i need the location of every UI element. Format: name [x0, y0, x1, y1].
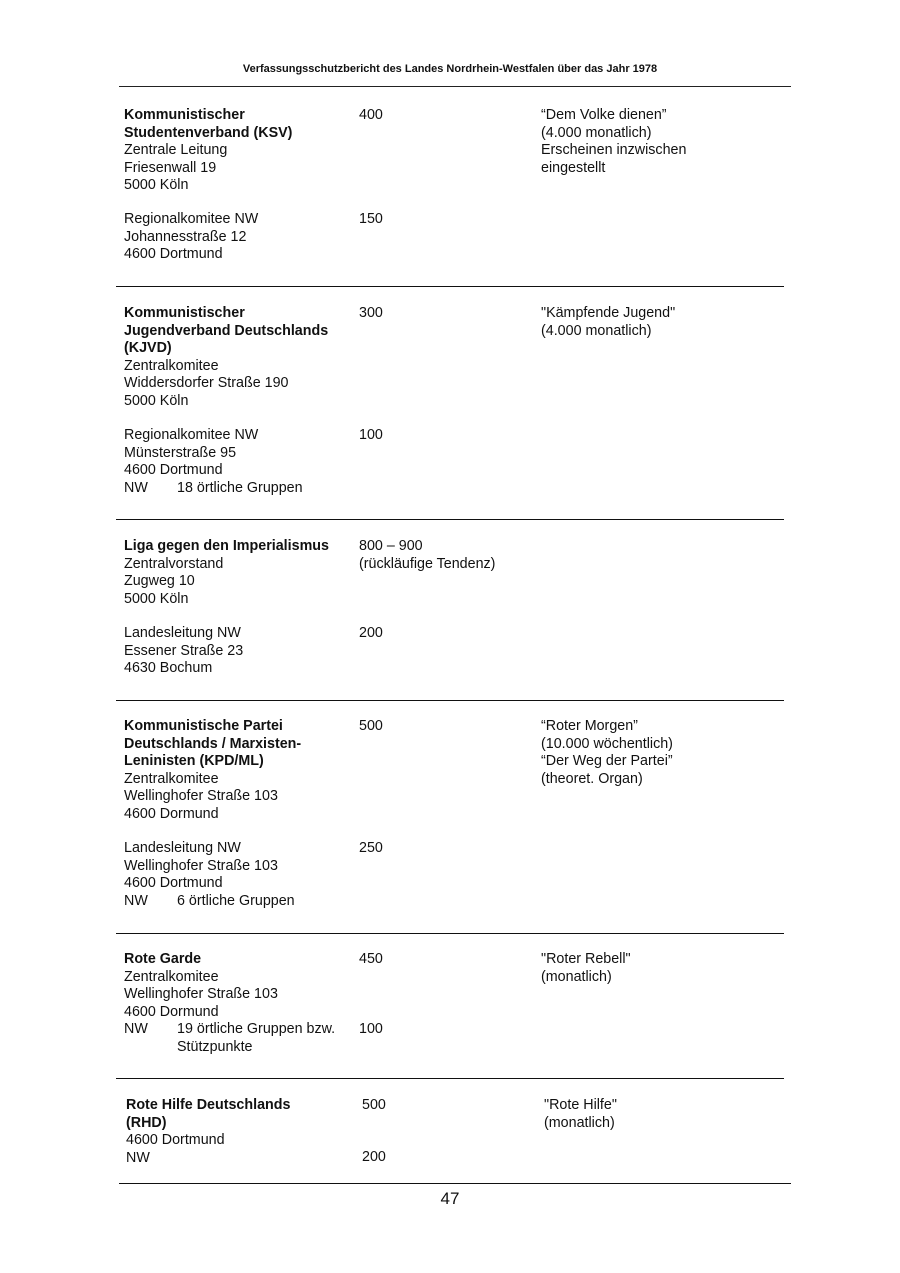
member-count: 500	[362, 1097, 386, 1113]
nw-label: NW	[124, 479, 148, 496]
local-groups-count: 18 örtliche Gruppen	[177, 479, 303, 496]
regional-address-line: Regionalkomitee NW	[124, 427, 259, 443]
publication-line: (theoret. Organ)	[541, 770, 643, 787]
org-name-line: Kommunistischer	[124, 305, 245, 321]
regional-block	[124, 840, 295, 910]
publication-line: eingestellt	[541, 159, 606, 176]
regional-address-line: 4600 Dortmund	[124, 875, 223, 891]
org-name-line: Deutschlands / Marxisten-	[124, 735, 302, 752]
org-name-line: Jugendverband Deutschlands	[124, 322, 329, 339]
org-address-line: 4600 Dormund	[124, 805, 219, 822]
org-name-line: (KJVD)	[124, 340, 172, 356]
regional-member-count: 200	[359, 625, 383, 641]
org-block-kpdml	[124, 718, 301, 823]
member-trend-line: (rückläufige Tendenz)	[359, 555, 496, 572]
section-divider	[116, 933, 784, 934]
nw-label: NW	[124, 1021, 148, 1037]
publication-line: Erscheinen inzwischen	[541, 142, 687, 158]
local-groups-row	[124, 479, 303, 498]
publication-block	[541, 305, 675, 340]
regional-address-line: Wellinghofer Straße 103	[124, 857, 278, 874]
regional-member-count: 250	[359, 840, 383, 856]
member-count: 400	[359, 107, 383, 123]
publication-line: "Roter Rebell"	[541, 951, 631, 967]
member-count: 450	[359, 951, 383, 967]
org-name-line: Liga gegen den Imperialismus	[124, 538, 329, 554]
nw-label: NW	[124, 892, 148, 909]
org-block-ksv	[124, 107, 292, 195]
org-address-line: Zentralkomitee	[124, 357, 219, 374]
org-name-line: (RHD)	[126, 1114, 167, 1131]
publication-line: (10.000 wöchentlich)	[541, 735, 673, 752]
regional-address-line: Landesleitung NW	[124, 840, 241, 856]
regional-address-line: Münsterstraße 95	[124, 444, 237, 461]
org-address-line: 5000 Köln	[124, 590, 189, 607]
publication-line: "Kämpfende Jugend"	[541, 305, 676, 321]
org-block-rhd	[126, 1097, 290, 1167]
org-address-line: Zentralkomitee	[124, 770, 219, 787]
regional-member-count: 100	[359, 427, 383, 443]
local-groups-row	[124, 1021, 336, 1039]
regional-address-line: Regionalkomitee NW	[124, 211, 259, 227]
publication-block	[541, 718, 673, 788]
section-divider	[116, 286, 784, 287]
publication-line: (4.000 monatlich)	[541, 322, 652, 339]
org-block-rote-garde	[124, 951, 336, 1056]
org-address-line: 4600 Dormund	[124, 1003, 219, 1020]
regional-member-count: 150	[359, 211, 383, 227]
page-number: 47	[440, 1189, 460, 1208]
org-address-line: Zugweg 10	[124, 573, 195, 589]
section-divider	[116, 1078, 784, 1079]
local-groups-count: 6 örtliche Gruppen	[177, 892, 295, 909]
section-divider	[116, 519, 784, 520]
org-address-line: Wellinghofer Straße 103	[124, 788, 278, 804]
local-groups-continued: Stützpunkte	[177, 1038, 253, 1055]
org-address-line: 5000 Köln	[124, 177, 189, 193]
local-groups-count: 19 örtliche Gruppen bzw.	[177, 1021, 336, 1037]
org-name-line: Rote Garde	[124, 951, 202, 967]
org-name-line: Rote Hilfe Deutschlands	[126, 1097, 291, 1113]
regional-address-line: Johannesstraße 12	[124, 228, 247, 245]
member-count: 300	[359, 305, 383, 321]
org-address-line: Widdersdorfer Straße 190	[124, 375, 289, 391]
regional-block	[124, 427, 303, 497]
org-address-line: Zentrale Leitung	[124, 142, 228, 158]
org-block-kjvd	[124, 305, 328, 410]
local-groups-row	[124, 892, 295, 911]
publication-line: “Roter Morgen”	[541, 718, 638, 734]
member-count-line: 800 – 900	[359, 538, 423, 554]
regional-address-line: 4630 Bochum	[124, 660, 213, 676]
publication-line: (4.000 monatlich)	[541, 124, 652, 141]
org-name-line: Leninisten (KPD/ML)	[124, 753, 264, 769]
org-address-line: Wellinghofer Straße 103	[124, 986, 278, 1002]
publication-line: “Dem Volke dienen”	[541, 107, 667, 123]
regional-address-line: 4600 Dortmund	[124, 246, 223, 262]
publication-line: "Rote Hilfe"	[544, 1097, 617, 1113]
org-address-line: 4600 Dortmund	[126, 1132, 225, 1148]
section-divider	[116, 700, 784, 701]
regional-block	[124, 625, 243, 678]
org-address-line: 5000 Köln	[124, 392, 189, 409]
publication-block	[541, 951, 631, 986]
document-header-title: Verfassungsschutzbericht des Landes Nordrhein-Westfalen über das Jahr 1978	[242, 63, 658, 75]
publication-block	[541, 107, 686, 177]
header-rule	[119, 86, 791, 87]
publication-line: “Der Weg der Partei”	[541, 753, 673, 769]
publication-line: (monatlich)	[541, 968, 612, 985]
publication-line: (monatlich)	[544, 1114, 615, 1131]
member-count: 500	[359, 718, 383, 734]
regional-member-count: 200	[362, 1149, 386, 1165]
member-count-block	[359, 538, 495, 573]
org-name-line: Studentenverband (KSV)	[124, 124, 293, 141]
org-address-line: Friesenwall 19	[124, 159, 217, 176]
org-name-line: Kommunistische Partei	[124, 718, 283, 734]
regional-member-count: 100	[359, 1021, 383, 1037]
org-block-liga	[124, 538, 329, 608]
regional-address-line: Landesleitung NW	[124, 625, 241, 641]
org-address-line: Zentralkomitee	[124, 968, 219, 985]
regional-address-line: Essener Straße 23	[124, 642, 244, 659]
regional-block	[124, 211, 258, 264]
footer-rule	[119, 1183, 791, 1184]
org-address-line: Zentralvorstand	[124, 555, 224, 572]
local-groups-row-continued	[124, 1039, 278, 1057]
publication-block	[544, 1097, 617, 1132]
org-name-line: Kommunistischer	[124, 107, 245, 123]
regional-address-line: 4600 Dortmund	[124, 462, 223, 478]
nw-label: NW	[126, 1149, 150, 1166]
